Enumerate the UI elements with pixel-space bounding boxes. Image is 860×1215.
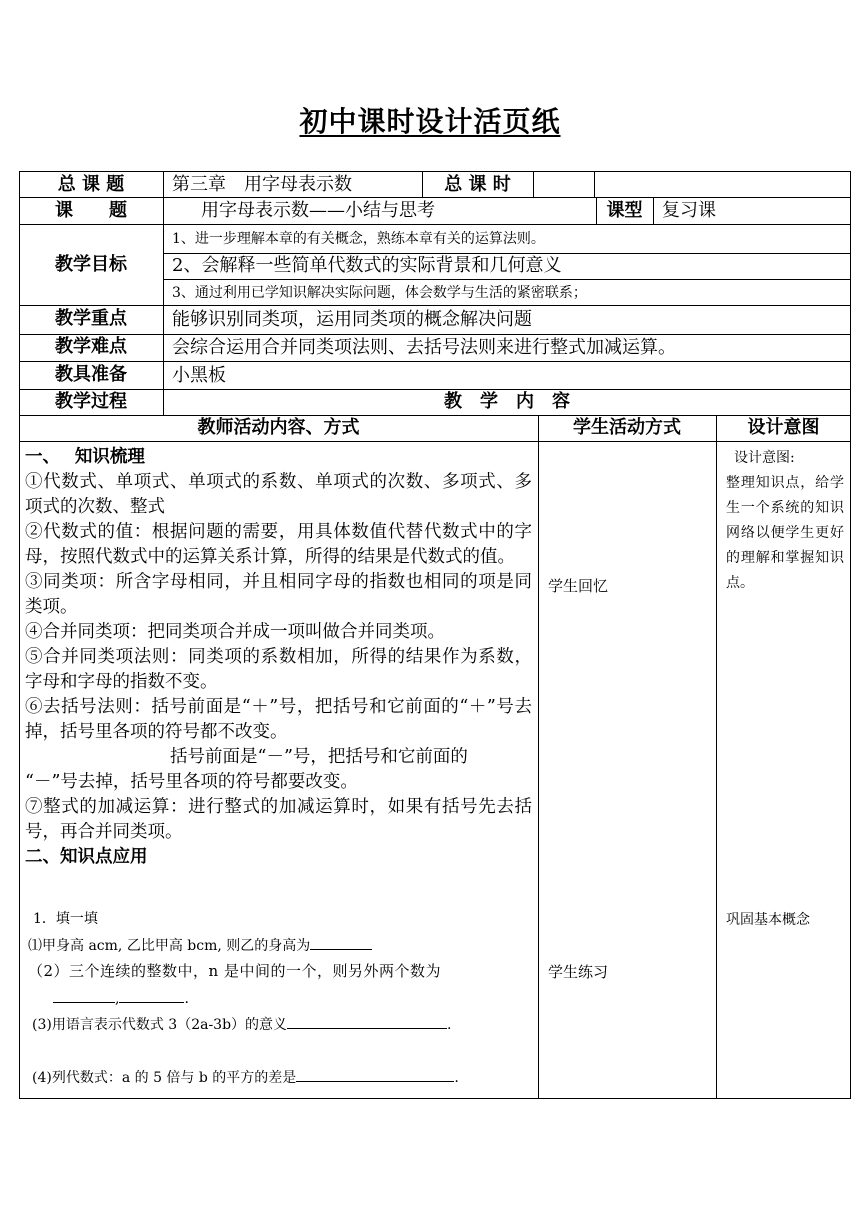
exercise-3-text: (3)用语言表示代数式 3（2a-3b）的意义 — [32, 1017, 288, 1033]
exercise-4 — [32, 1067, 459, 1088]
answer-blank-4[interactable] — [296, 1067, 454, 1082]
tools-label: 教具准备 — [55, 364, 127, 385]
exercise-2 — [28, 961, 530, 981]
knowledge-point-6b-line1: 括号前面是“－”号，把括号和它前面的 — [170, 747, 468, 767]
student-column-header: 学生活动方式 — [573, 417, 681, 438]
exercise-4-text: (4)列代数式：a 的 5 倍与 b 的平方的差是 — [32, 1070, 297, 1086]
teacher-column-header: 教师活动内容、方式 — [197, 417, 360, 438]
answer-period: . — [447, 1017, 452, 1033]
exercise-intro: 1．填一填 — [33, 911, 98, 927]
knowledge-point-4: ④合并同类项：把同类项合并成一项叫做合并同类项。 — [25, 622, 445, 642]
section-heading-application: 二、知识点应用 — [25, 847, 148, 867]
content-label: 教 学 内 容 — [444, 391, 570, 412]
lesson-value: 用字母表示数——小结与思考 — [201, 200, 435, 221]
intent-column-header: 设计意图 — [747, 417, 820, 438]
answer-blank-2a[interactable] — [53, 988, 115, 1003]
exercise-2-answers — [53, 988, 189, 1009]
answer-separator: , — [115, 991, 120, 1007]
knowledge-point-6: ⑥去括号法则：括号前面是“＋”号，把括号和它前面的“＋”号去掉，括号里各项的符号都不改变。 — [25, 697, 532, 742]
knowledge-point-1: ①代数式、单项式、单项式的系数、单项式的次数、多项式、多项式的次数、整式 — [25, 472, 532, 517]
knowledge-point-5: ⑤合并同类项法则：同类项的系数相加，所得的结果作为系数，字母和字母的指数不变。 — [25, 647, 532, 692]
key-label: 教学重点 — [55, 308, 127, 329]
answer-blank-2b[interactable] — [119, 988, 184, 1003]
tools-value: 小黑板 — [172, 365, 226, 386]
exercise-1 — [28, 935, 372, 956]
exercise-1-text: ⑴甲身高 acm, 乙比甲高 bcm, 则乙的身高为 — [28, 938, 311, 954]
intent-title: 设计意图: — [734, 450, 795, 466]
knowledge-point-3: ③同类项：所含字母相同，并且相同字母的指数也相同的项是同类项。 — [25, 572, 532, 617]
intent-consolidate: 巩固基本概念 — [726, 912, 810, 928]
knowledge-point-6b-line2: “－”号去掉，括号里各项的符号都要改变。 — [25, 772, 358, 792]
type-value: 复习课 — [662, 200, 716, 221]
difficult-value: 会综合运用合并同类项法则、去括号法则来进行整式加减运算。 — [172, 337, 676, 358]
lesson-label: 课 题 — [55, 200, 127, 221]
student-activity-practice: 学生练习 — [548, 963, 609, 981]
goal-item-3: 3、通过利用已学知识解决实际问题，体会数学与生活的紧密联系； — [172, 285, 587, 301]
goal-item-2: 2、会解释一些简单代数式的实际背景和几何意义 — [172, 255, 562, 276]
answer-period: . — [184, 991, 189, 1007]
answer-blank-3[interactable] — [287, 1014, 447, 1029]
answer-period: . — [454, 1070, 459, 1086]
page-title: 初中课时设计活页纸 — [299, 105, 561, 138]
type-label: 课型 — [606, 200, 643, 221]
goals-label: 教学目标 — [55, 254, 127, 275]
knowledge-point-7: ⑦整式的加减运算：进行整式的加减运算时，如果有括号先去括号，再合并同类项。 — [25, 797, 532, 842]
knowledge-point-2: ②代数式的值：根据问题的需要，用具体数值代替代数式中的字母，按照代数式中的运算关系计算，所得的结果是代数式的值。 — [25, 522, 532, 567]
teacher-content — [25, 445, 532, 870]
total-hours-label: 总 课 时 — [444, 174, 511, 195]
exercise-2-text: （2）三个连续的整数中，n 是中间的一个，则另外两个数为 — [28, 962, 441, 980]
goal-item-1: 1、进一步理解本章的有关概念，熟练本章有关的运算法则。 — [172, 231, 545, 247]
total-topic-label: 总 课 题 — [57, 174, 125, 195]
answer-blank-1[interactable] — [310, 935, 372, 950]
section-heading-review: 一、 知识梳理 — [25, 447, 145, 467]
intent-body: 整理知识点，给学生一个系统的知识网络以便学生更好的理解和掌握知识点。 — [726, 475, 844, 591]
process-label: 教学过程 — [55, 391, 127, 412]
difficult-label: 教学难点 — [55, 336, 127, 357]
total-topic-value: 第三章 用字母表示数 — [172, 174, 352, 195]
exercise-3 — [32, 1014, 452, 1035]
student-activity-recall: 学生回忆 — [548, 577, 609, 595]
key-value: 能够识别同类项，运用同类项的概念解决问题 — [172, 309, 532, 330]
